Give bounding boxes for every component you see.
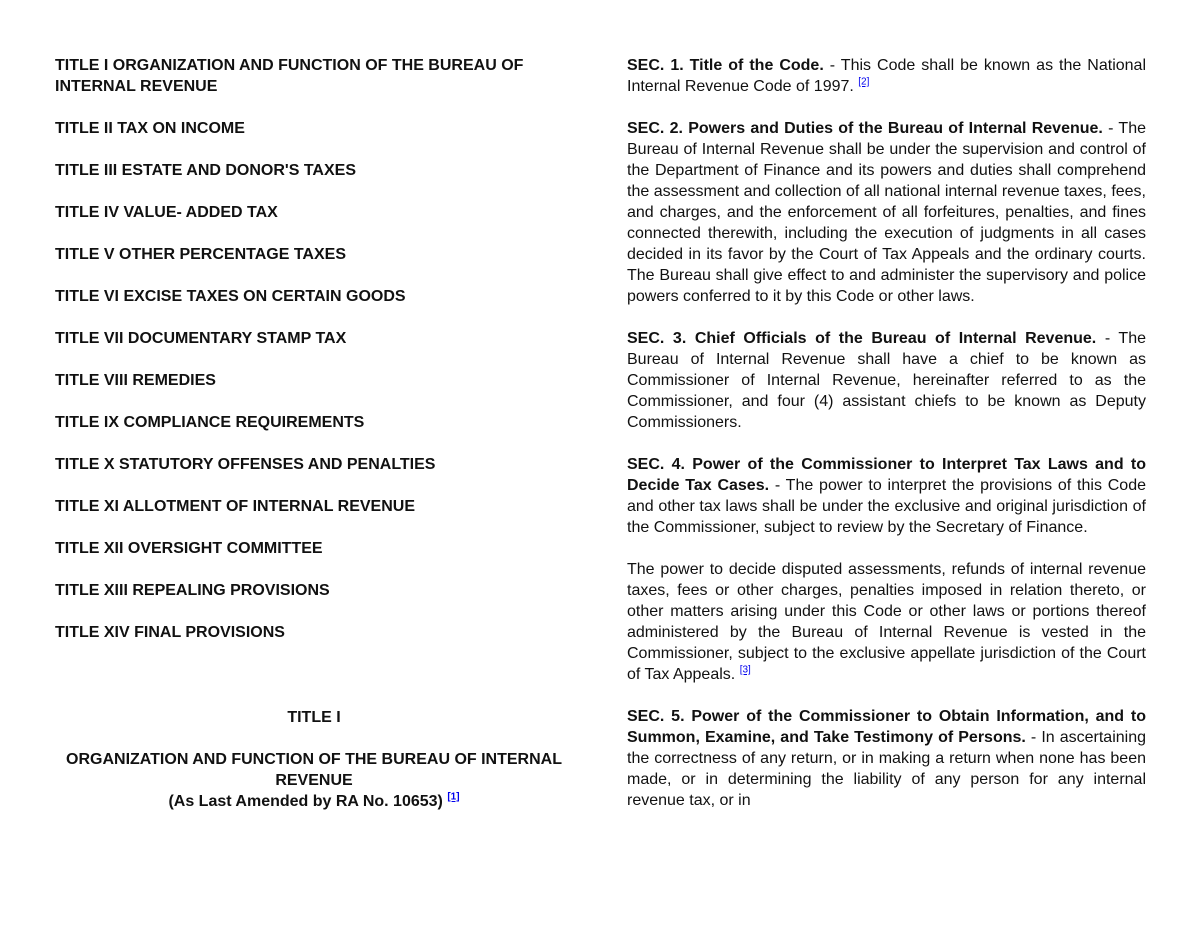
- toc-item-title-14: TITLE XIV FINAL PROVISIONS: [55, 624, 285, 641]
- section-4-paragraph-2: [627, 559, 1146, 685]
- section-3: [627, 328, 1146, 433]
- toc-item-title-11: TITLE XI ALLOTMENT OF INTERNAL REVENUE: [55, 498, 415, 515]
- toc-item-title-9: TITLE IX COMPLIANCE REQUIREMENTS: [55, 414, 365, 431]
- toc-item-title-8: TITLE VIII REMEDIES: [55, 372, 216, 389]
- toc-item-title-3: TITLE III ESTATE AND DONOR'S TAXES: [55, 162, 356, 179]
- toc-item-title-12: TITLE XII OVERSIGHT COMMITTEE: [55, 540, 323, 557]
- section-3-body: - The Bureau of Internal Revenue shall have a chief to be known as Commissioner of Internal Revenue, hereinafter referred to as the Commissioner, and four (4) assistant chiefs to be known as Deputy Commissioners.: [627, 330, 1147, 431]
- section-3-heading: SEC. 3. Chief Officials of the Bureau of Internal Revenue.: [627, 330, 1097, 347]
- footnote-link-2[interactable]: [2]: [858, 76, 870, 88]
- toc-item-title-7: TITLE VII DOCUMENTARY STAMP TAX: [55, 330, 347, 347]
- toc-item-title-6: TITLE VI EXCISE TAXES ON CERTAIN GOODS: [55, 288, 406, 305]
- section-5: [627, 706, 1146, 811]
- section-2: [627, 118, 1146, 307]
- amendment-text: (As Last Amended by RA No. 10653): [168, 793, 443, 810]
- section-4-body: - The power to interpret the provisions of this Code and other tax laws shall be under the exclusive and original jurisdiction of the Commissioner, subject to review by the Secretary of Finance.: [627, 477, 1146, 536]
- sections-column: [627, 55, 1146, 832]
- section-1-heading: SEC. 1. Title of the Code.: [627, 57, 824, 74]
- section-2-body: - The Bureau of Internal Revenue shall be under the supervision and control of the Department of Finance and its powers and duties shall comprehend the assessment and collection of all national internal revenue taxes, fees, and charges, and the enforcement of all forfeitures, penalties, and fines connected therewith, including the execution of judgments in all cases decided in its favor by the Court of Tax Appeals and the ordinary courts. The Bureau shall give effect to and administer the supervisory and police powers conferred to it by this Code or other laws.: [627, 120, 1146, 305]
- section-5-heading: SEC. 5. Power of the Commissioner to Obtain Information, and to Summon, Examine, and Take Testimony of Persons.: [627, 708, 1146, 746]
- toc-item-title-4: TITLE IV VALUE- ADDED TAX: [55, 204, 278, 221]
- table-of-contents: [55, 55, 565, 664]
- section-4-para2-text: The power to decide disputed assessments, refunds of internal revenue taxes, fees or other charges, penalties imposed in relation thereto, or other matters arising under this Code or other laws or portions thereof administered by the Bureau of Internal Revenue is vested in the Commissioner, subject to the exclusive appellate jurisdiction of the Court of Tax Appeals.: [627, 561, 1146, 683]
- title-label: TITLE I: [287, 709, 341, 726]
- section-2-heading: SEC. 2. Powers and Duties of the Bureau of Internal Revenue.: [627, 120, 1103, 137]
- spacer: [55, 728, 573, 749]
- section-4: [627, 454, 1146, 538]
- toc-item-title-2: TITLE II TAX ON INCOME: [55, 120, 245, 137]
- section-1: [627, 55, 1146, 97]
- section-4-heading: SEC. 4. Power of the Commissioner to Interpret Tax Laws and to Decide Tax Cases.: [627, 456, 1146, 494]
- amendment-note: [55, 791, 573, 812]
- footnote-link-1[interactable]: [1]: [447, 791, 460, 803]
- toc-item-title-10: TITLE X STATUTORY OFFENSES AND PENALTIES: [55, 456, 436, 473]
- toc-item-title-5: TITLE V OTHER PERCENTAGE TAXES: [55, 246, 346, 263]
- section-1-body: - This Code shall be known as the National Internal Revenue Code of 1997.: [627, 57, 1146, 95]
- title-i-heading-block: [55, 707, 573, 812]
- toc-item-title-13: TITLE XIII REPEALING PROVISIONS: [55, 582, 330, 599]
- toc-item-title-1: TITLE I ORGANIZATION AND FUNCTION OF THE BUREAU OF INTERNAL REVENUE: [55, 57, 524, 95]
- section-5-body: - In ascertaining the correctness of any return, or in making a return when none has been made, or in determining the liability of any person for any internal revenue tax, or in: [627, 729, 1147, 809]
- title-heading: ORGANIZATION AND FUNCTION OF THE BUREAU OF INTERNAL REVENUE: [66, 751, 562, 789]
- footnote-link-3[interactable]: [3]: [739, 664, 751, 676]
